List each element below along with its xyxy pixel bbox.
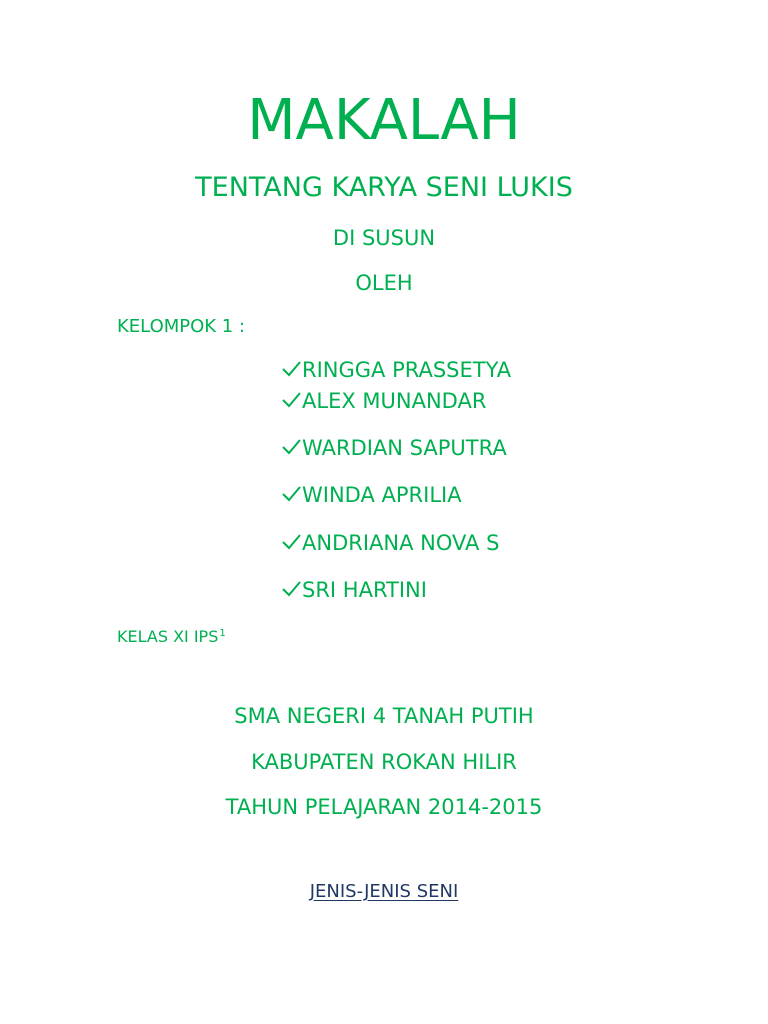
member-list-item	[281, 530, 499, 556]
member-list-item	[281, 388, 486, 414]
class-superscript: 1	[219, 628, 226, 639]
link-container	[0, 880, 768, 904]
school-name: SMA NEGERI 4 TANAH PUTIH	[234, 704, 534, 728]
member-name: WINDA APRILIA	[302, 483, 462, 507]
group-label: KELOMPOK 1 :	[117, 316, 246, 337]
member-name: RINGGA PRASSETYA	[302, 358, 512, 382]
check-icon	[281, 390, 302, 410]
check-icon	[281, 484, 302, 504]
academic-year: TAHUN PELAJARAN 2014-2015	[225, 795, 543, 819]
class-text: KELAS XI IPS	[117, 627, 219, 646]
member-name: SRI HARTINI	[302, 578, 427, 602]
compiled-label: DI SUSUN	[332, 226, 436, 250]
jenis-seni-link[interactable]: JENIS-JENIS SENI	[309, 881, 459, 902]
regency-name: KABUPATEN ROKAN HILIR	[251, 750, 517, 774]
class-label	[117, 623, 226, 648]
member-list-item	[281, 357, 511, 383]
member-name: WARDIAN SAPUTRA	[302, 436, 507, 460]
member-name: ALEX MUNANDAR	[302, 389, 487, 413]
check-icon	[281, 579, 302, 599]
check-icon	[281, 359, 302, 379]
by-label: OLEH	[355, 271, 413, 295]
document-title: MAKALAH	[247, 88, 521, 153]
document-subtitle: TENTANG KARYA SENI LUKIS	[195, 172, 573, 203]
check-icon	[281, 437, 302, 457]
member-list-item	[281, 482, 462, 508]
check-icon	[281, 532, 302, 552]
member-list-item	[281, 435, 507, 461]
member-list-item	[281, 577, 427, 603]
member-name: ANDRIANA NOVA S	[302, 531, 500, 555]
